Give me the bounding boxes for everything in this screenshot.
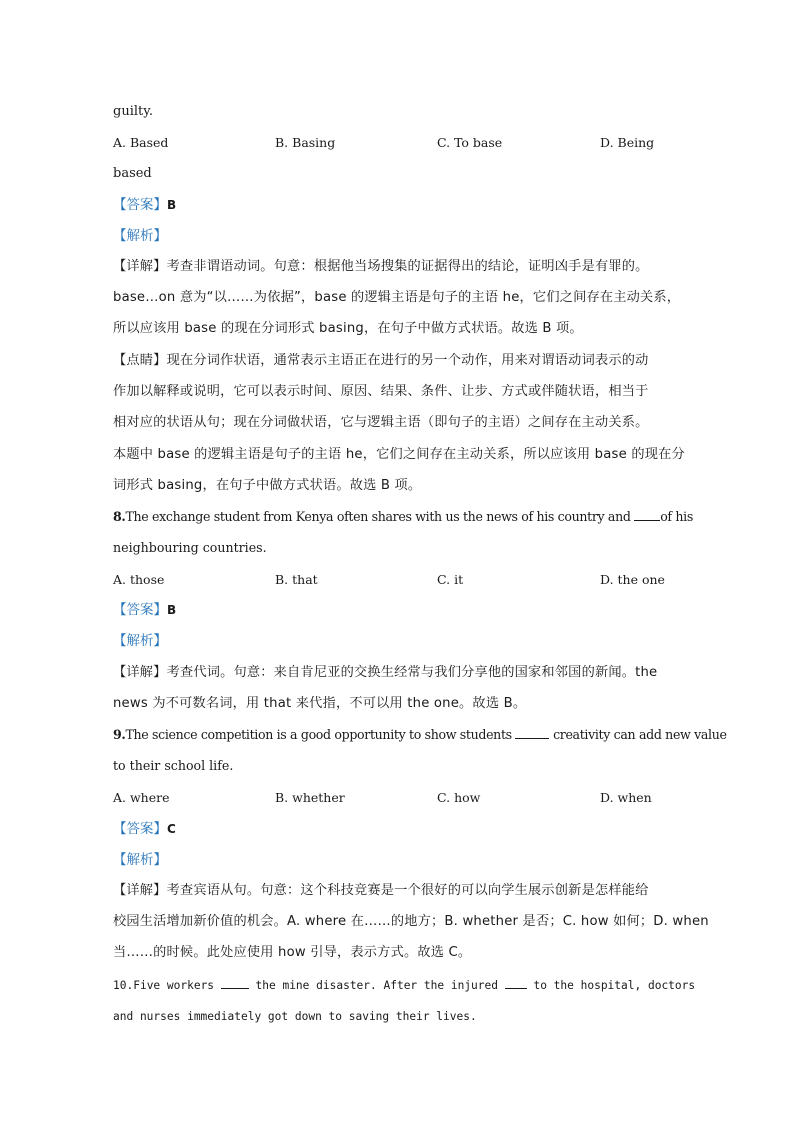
q7-option-d: D. Being [600,135,655,150]
q9-stem-line-2: to their school life. [113,758,234,773]
answer-value: B [167,603,177,617]
answer-value: C [167,822,176,836]
answer-value: B [167,198,177,212]
question-number: 9. [113,727,126,742]
q7-option-c: C. To base [437,135,503,150]
detail-tag: 【详解】 [113,665,167,680]
q7-note-line-1 [113,352,649,370]
q9-stem-line-1 [113,726,727,744]
q7-note-line-4: 本题中 base 的逻辑主语是句子的主语 he，它们之间存在主动关系，所以应该用 base 的现在分 [113,447,685,462]
note-tag: 【点睛】 [113,353,167,368]
analysis-tag: 【解析】 [113,228,167,244]
q10-stem-line-2: and nurses immediately got down to saving their lives. [113,1010,477,1023]
q9-detail-line-1 [113,882,649,900]
stem-text: of his [660,509,693,524]
q8-stem-line-2: neighbouring countries. [113,540,267,555]
q8-option-d: D. the one [600,572,665,587]
answer-blank [515,726,549,739]
q9-option-d: D. when [600,790,652,805]
question-number: 8. [113,509,126,524]
q8-analysis-line [113,632,167,651]
q7-option-wrap: based [113,166,152,181]
q9-option-c: C. how [437,790,481,805]
q9-detail-line-2: 校园生活增加新价值的机会。A. where 在……的地方；B. whether 是否；C. how 如何；D. when [113,914,709,929]
q7-stem-end: guilty. [113,104,153,119]
q8-option-b: B. that [275,572,318,587]
q9-option-b: B. whether [275,790,345,805]
q7-detail-line-2: base…on 意为“以……为依据”，base 的逻辑主语是句子的主语 he，它们之间存在主动关系， [113,290,681,305]
analysis-tag: 【解析】 [113,633,167,649]
q8-detail-line-2: news 为不可数名词，用 that 来代指，不可以用 the one。故选 B。 [113,696,527,711]
q8-option-c: C. it [437,572,464,587]
question-number: 10. [113,979,134,992]
analysis-tag: 【解析】 [113,852,167,868]
answer-blank [221,976,249,989]
q9-answer-line [113,820,176,839]
q9-option-a: A. where [113,790,170,805]
answer-blank [634,508,660,521]
stem-text: The exchange student from Kenya often shares with us the news of his country and [125,509,635,524]
q7-note-line-5: 词形式 basing，在句子中做方式状语。故选 B 项。 [113,478,422,493]
q7-option-a: A. Based [113,135,169,150]
q8-detail-line-1 [113,664,657,682]
q9-detail-line-3: 当……的时候。此处应使用 how 引导，表示方式。故选 C。 [113,945,472,960]
q8-stem-line-1 [113,508,693,526]
detail-tag: 【详解】 [113,883,167,898]
q7-note-line-2: 作加以解释或说明，它可以表示时间、原因、结果、条件、让步、方式或伴随状语，相当于 [113,384,649,399]
note-text: 现在分词作状语，通常表示主语正在进行的另一个动作，用来对谓语动词表示的动 [166,353,649,368]
detail-tag: 【详解】 [113,259,167,274]
answer-tag: 【答案】 [113,602,167,618]
stem-text: The science competition is a good opportunity to show students [125,727,516,742]
q7-analysis-line [113,227,167,246]
q7-option-b: B. Basing [275,135,336,150]
detail-text: 考查宾语从句。句意：这个科技竞赛是一个很好的可以向学生展示创新是怎样能给 [166,883,649,898]
q7-note-line-3: 相对应的状语从句；现在分词做状语，它与逻辑主语（即句子的主语）之间存在主动关系。 [113,415,649,430]
q8-option-a: A. those [113,572,165,587]
answer-tag: 【答案】 [113,197,167,213]
answer-blank [505,976,527,989]
stem-text: Five workers [133,979,221,992]
q7-answer-line [113,196,176,215]
q10-stem-line-1 [113,976,695,995]
answer-tag: 【答案】 [113,821,167,837]
detail-text: 考查代词。句意：来自肯尼亚的交换生经常与我们分享他的国家和邻国的新闻。the [166,665,658,680]
q9-analysis-line [113,851,167,870]
detail-text: 考查非谓语动词。句意：根据他当场搜集的证据得出的结论，证明凶手是有罪的。 [166,259,649,274]
stem-text: to the hospital, doctors [526,979,696,992]
q8-answer-line [113,601,176,620]
stem-text: the mine disaster. After the injured [248,979,505,992]
q7-detail-line-3: 所以应该用 base 的现在分词形式 basing，在句子中做方式状语。故选 B 项。 [113,321,583,336]
q7-detail-line-1 [113,258,649,276]
stem-text: creativity can add new value [549,727,727,742]
